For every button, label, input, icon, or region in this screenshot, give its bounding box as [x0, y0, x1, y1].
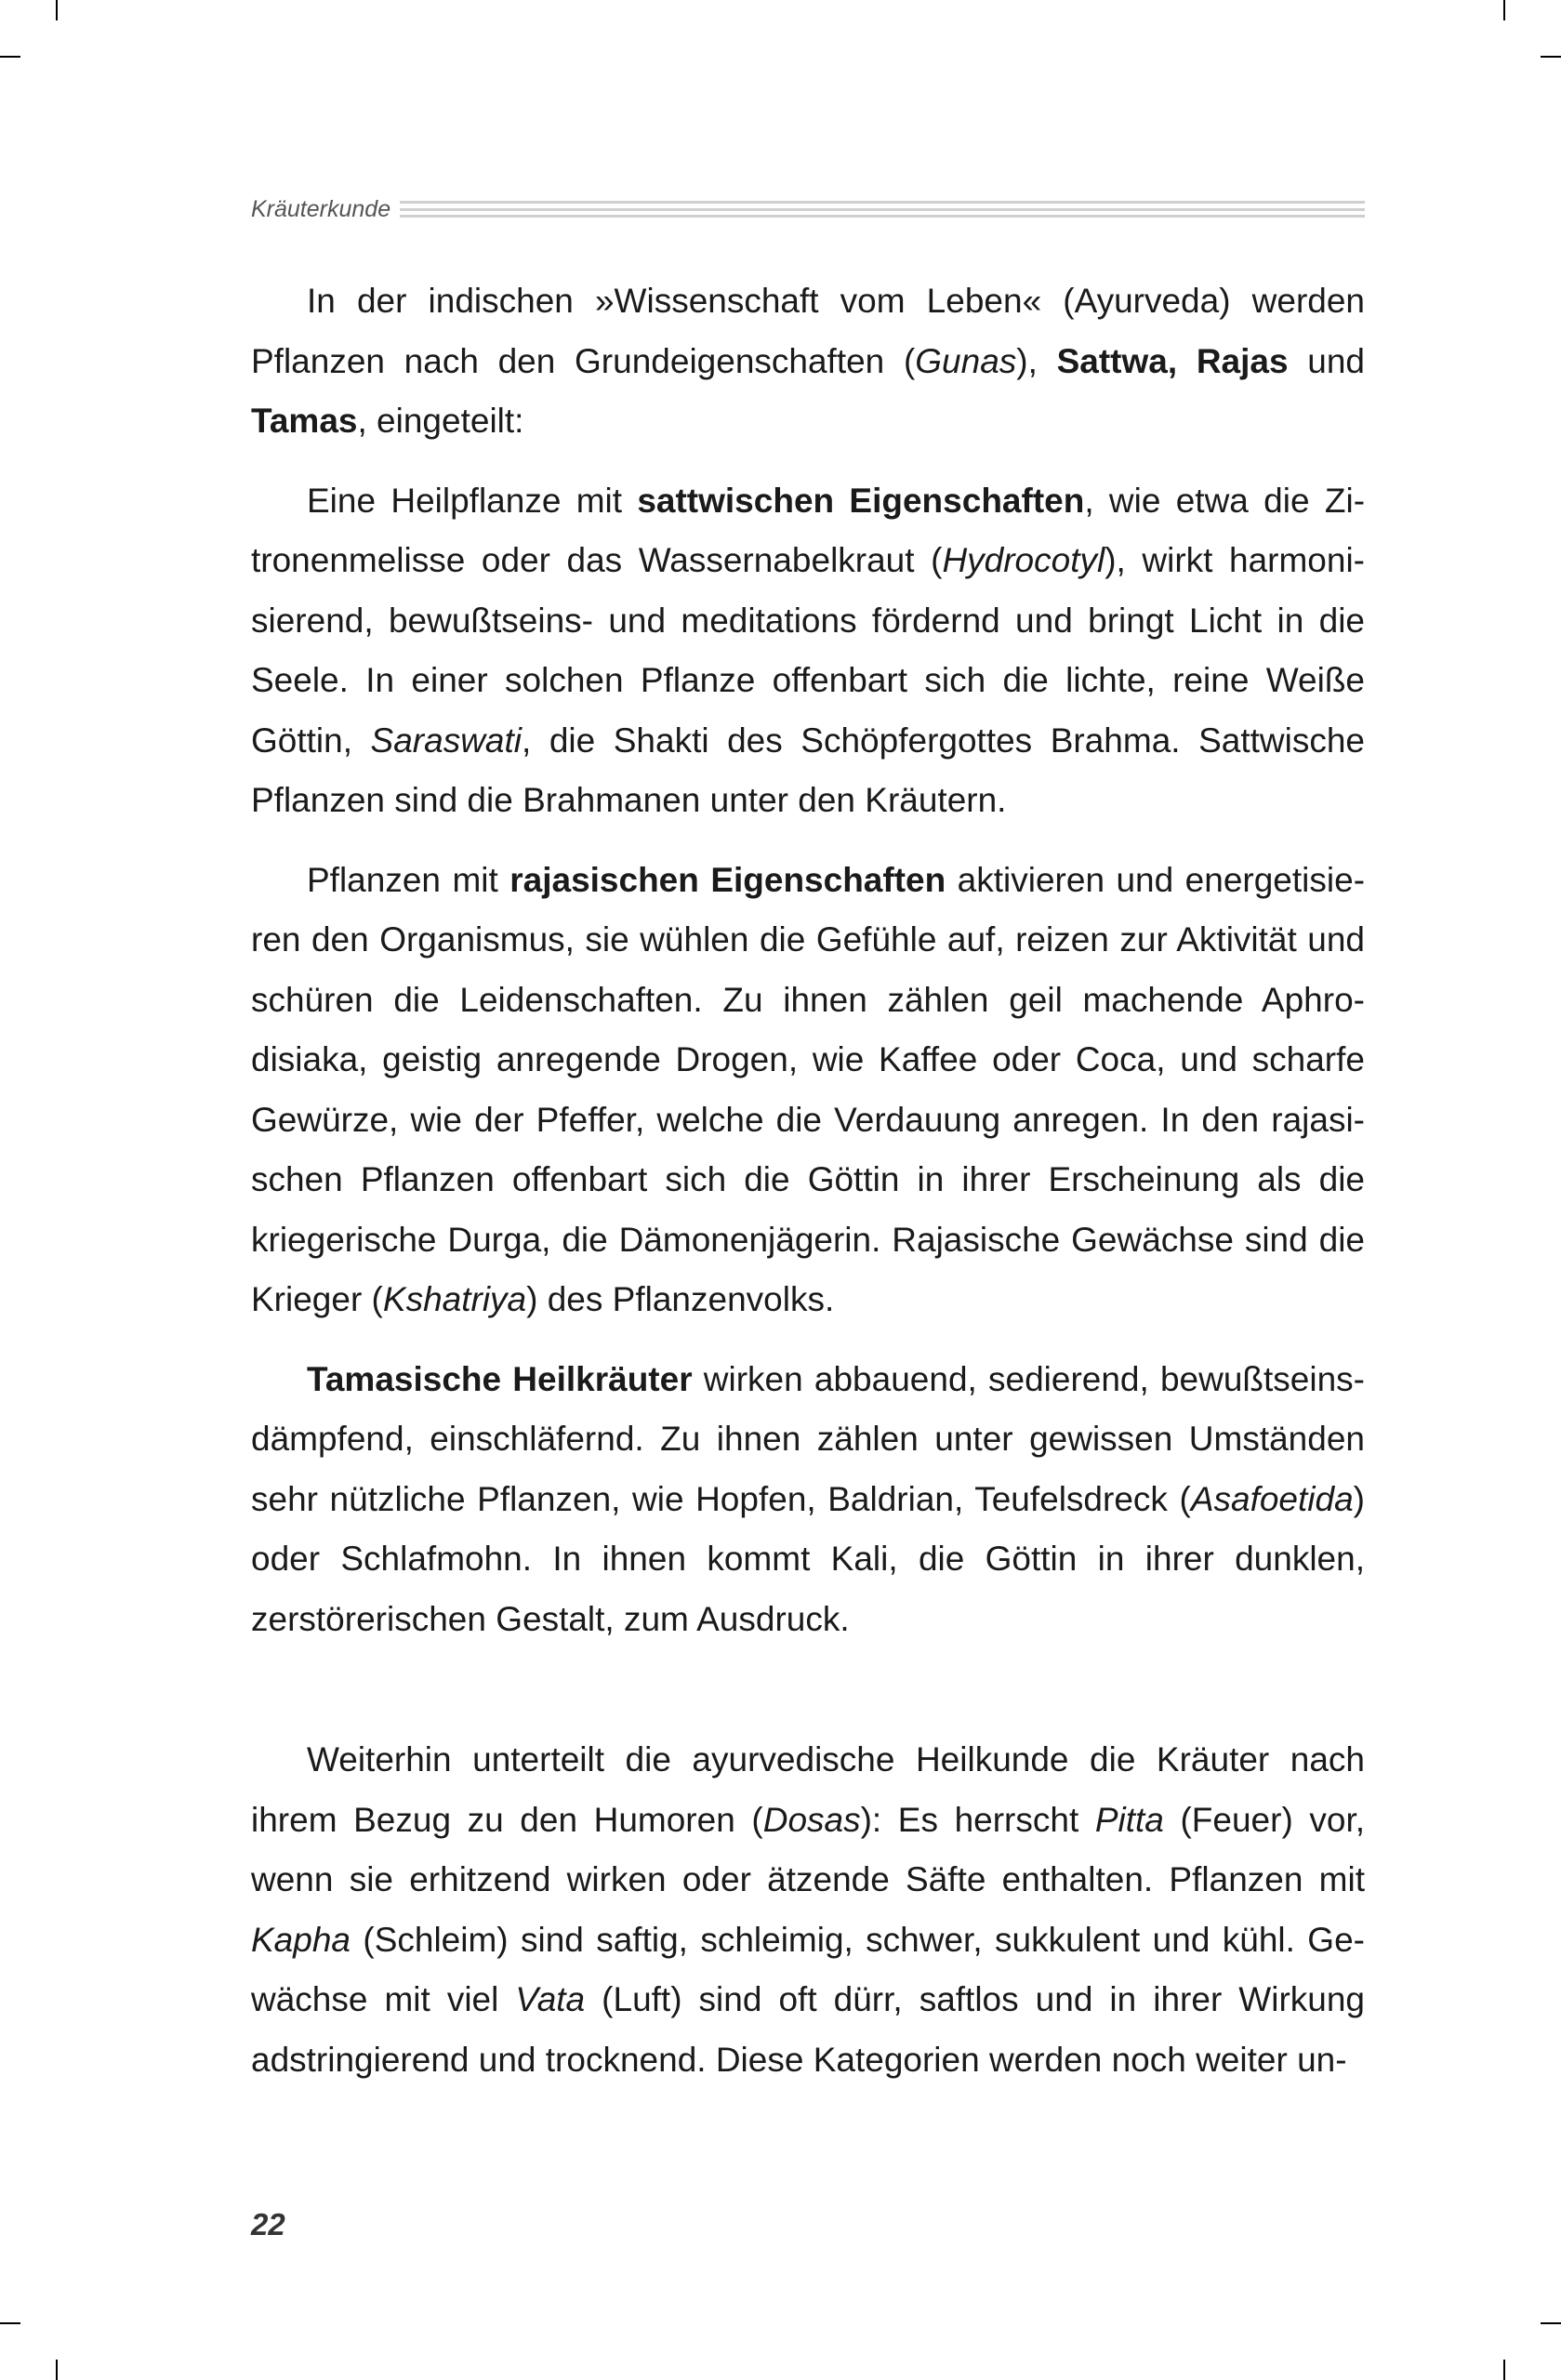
italic-term: Pitta — [1094, 1800, 1164, 1839]
page-number: 22 — [251, 2207, 285, 2241]
text-run: (Schleim) sind saftig, schleimig, schwer, sukkulent und kühl. Gewächse mit viel — [251, 1920, 1365, 2018]
paragraph-1 — [251, 271, 1365, 452]
text-run: ): Es herrscht — [860, 1800, 1095, 1839]
italic-term: Kshatriya — [382, 1280, 527, 1318]
crop-mark-top-right — [1503, 0, 1505, 20]
italic-term: Dosas — [762, 1800, 861, 1839]
crop-mark-right-bottom — [1541, 2322, 1561, 2324]
italic-term: Saraswati — [370, 721, 522, 760]
bold-term: Sattwa, Rajas — [1056, 341, 1289, 380]
text-run: , eingeteilt: — [357, 402, 524, 440]
text-run: Eine Heilpflanze mit — [307, 481, 638, 520]
text-run: (Luft) sind oft dürr, saftlos und in ihrer Wirkung adstringierend und trocknend. Diese Kategorien werden noch weiter un- — [251, 1980, 1365, 2079]
crop-mark-right-top — [1541, 56, 1561, 58]
bold-term: Tamas — [251, 402, 358, 440]
text-run: ), wirkt harmonisierend, bewußtseins- und meditations fördernd und bringt Licht in die Seele. In einer solchen Pflanze offenbart sich die lichte, reine Weiße Göttin, — [251, 541, 1365, 760]
header-rule — [400, 201, 1365, 218]
paragraph-4 — [251, 1350, 1365, 1650]
crop-mark-bottom-left — [56, 2360, 58, 2380]
text-run: In der indischen »Wissenschaft vom Leben« (Ayurveda) werden Pflanzen nach den Grundeigenschaften ( — [251, 282, 1365, 380]
crop-mark-top-left — [56, 0, 58, 20]
crop-mark-left-top — [0, 56, 20, 58]
text-run: Weiterhin unterteilt die ayurvedische Heilkunde die Kräuter nach ihrem Bezug zu den Humoren ( — [251, 1740, 1365, 1839]
bold-term: rajasischen Eigenschaften — [509, 860, 946, 899]
text-run: Pflanzen mit — [307, 860, 510, 899]
paragraph-3 — [251, 851, 1365, 1330]
crop-mark-bottom-right — [1503, 2360, 1505, 2380]
italic-term: Vata — [515, 1980, 586, 2018]
text-run: ) oder Schlafmohn. In ihnen kommt Kali, die Göttin in ihrer dunklen, zerstörerischen Gestalt, zum Ausdruck. — [251, 1479, 1365, 1638]
crop-mark-left-bottom — [0, 2322, 20, 2324]
text-run: , die Shakti des Schöpfergottes Brahma. Sattwische Pflanzen sind die Brahmanen unter den Kräutern. — [251, 721, 1366, 819]
text-run: ) des Pflanzenvolks. — [526, 1280, 835, 1318]
bold-term: Tamasische Heilkräuter — [307, 1359, 693, 1398]
italic-term: Kapha — [251, 1920, 351, 1959]
italic-term: Gunas — [915, 341, 1017, 380]
text-run: wirken abbauend, sedierend, bewußtseinsdämpfend, einschläfernd. Zu ihnen zählen unter gewissen Umständen sehr nützliche Pflanzen, wie Hopfen, Baldrian, Teufelsdreck ( — [251, 1359, 1365, 1518]
italic-term: Asafoetida — [1190, 1479, 1354, 1518]
paragraph-2 — [251, 471, 1365, 831]
italic-term: Hydrocotyl — [942, 541, 1105, 579]
body-text — [251, 271, 1365, 2090]
running-header — [251, 195, 1365, 223]
paragraph-5 — [251, 1730, 1365, 2090]
running-head-title: Kräuterkunde — [251, 195, 391, 222]
text-run: und — [1288, 341, 1365, 380]
bold-term: sattwischen Eigenschaften — [637, 481, 1085, 520]
text-run: (Feuer) vor, wenn sie erhitzend wirken oder ätzende Säfte enthalten. Pflanzen mit — [251, 1800, 1365, 1898]
text-run: ), — [1016, 341, 1057, 380]
text-run: , wie etwa die Zitronenmelisse oder das Wassernabelkraut ( — [251, 481, 1366, 579]
text-run: aktivieren und energetisieren den Organismus, sie wühlen die Gefühle auf, reizen zur Aktivität und schüren die Leidenschaften. Zu ihnen zählen geil machende Aphrodisiaka, geistig anregende Drogen, wie Kaffee oder Coca, und scharfe Gewürze, wie der Pfeffer, welche die Verdauung anregen. In den rajasischen Pflanzen offenbart sich die Göttin in ihrer Erscheinung als die kriegerische Durga, die Dämonenjägerin. Rajasische Gewächse sind die Krieger ( — [251, 860, 1366, 1318]
